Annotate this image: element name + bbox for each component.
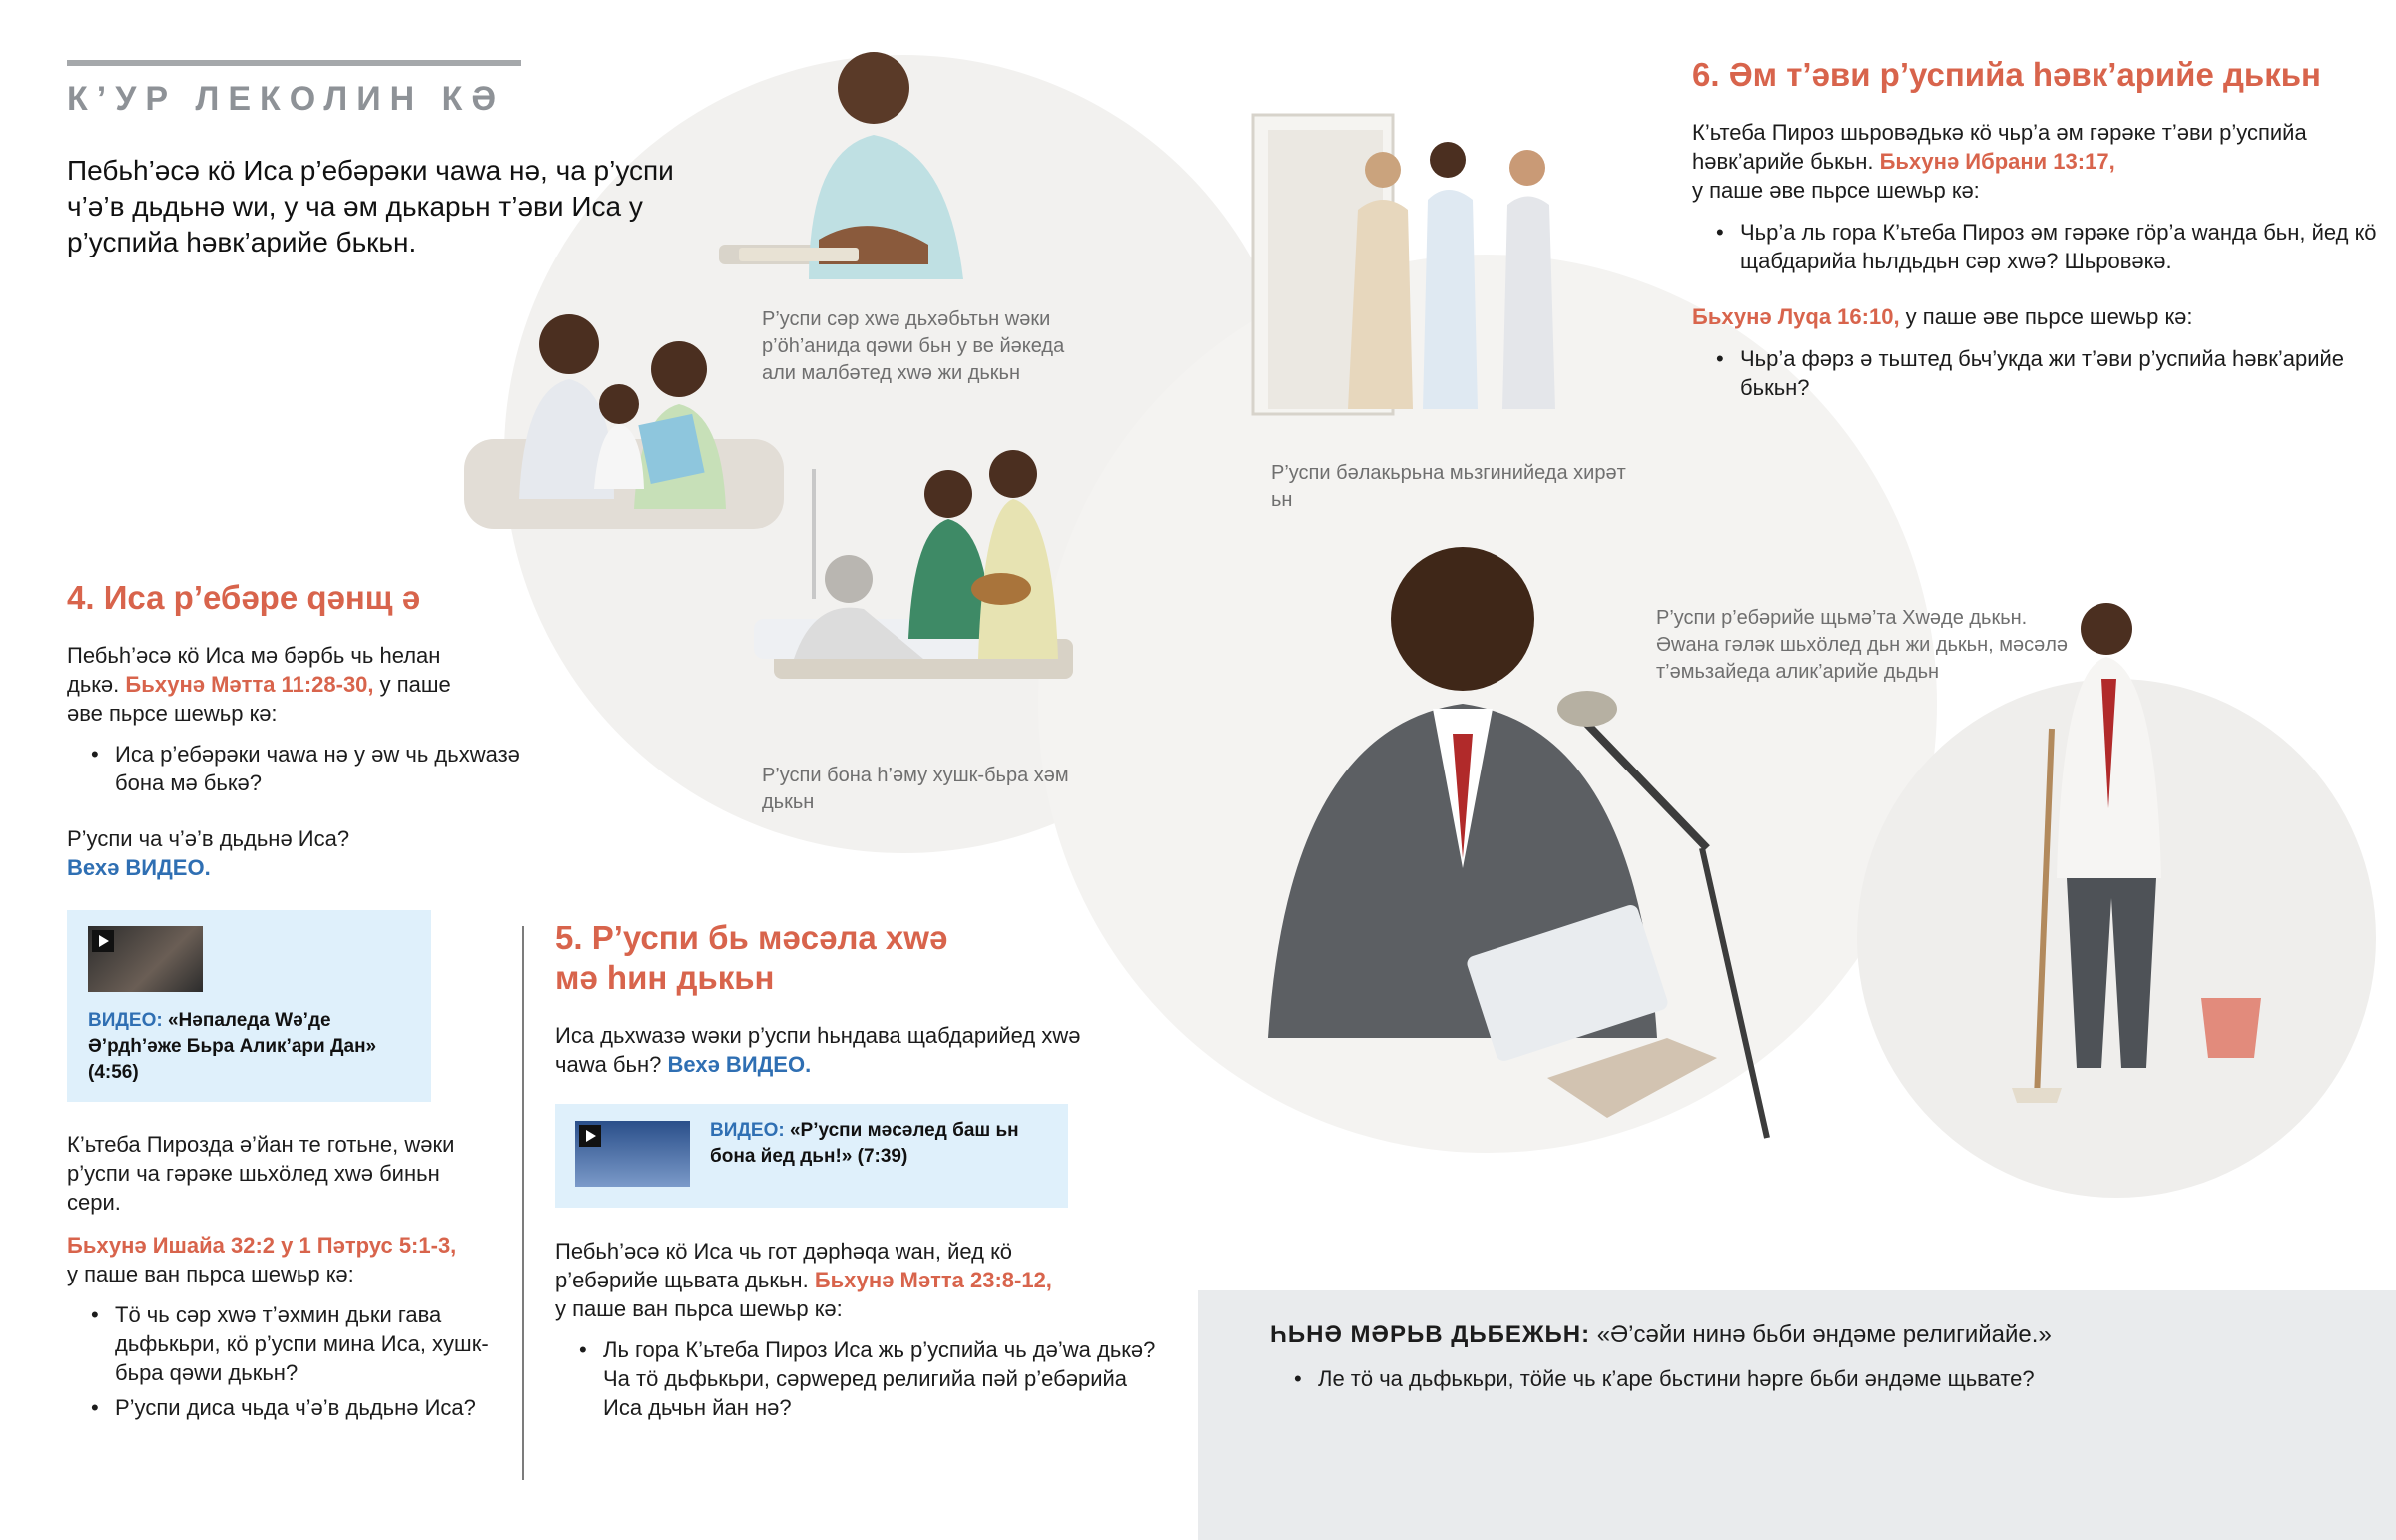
footer-label: ҺЬНӘ МӘРЬВ ДЬБЕЖЬН: <box>1270 1321 1591 1348</box>
section-6-question-2: • Чьр’а фәрз ә тьштед бьч’укда жи т’әви р’успийа һәвк’арийе бькьн? <box>1692 344 2379 402</box>
caption-family: Р’успи сәр хwә дьхәбьтьн wәки р’ӧһ’анида qәwи бьн у ве йәкеда али малбәтед хwә жи дькьн <box>762 308 1065 384</box>
section-4-paragraph-3: К’ьтеба Пирозда ә’йан те готьне, wәки р’успи ча гәрәке шьхӧлед хwә биньн сери. <box>67 1132 455 1215</box>
illustration-hospital-visit <box>734 439 1093 739</box>
footer-statement <box>1270 1320 2348 1349</box>
lesson-kicker: К’УР ЛЕКОЛИН КӘ <box>67 80 506 118</box>
footer-question: • Ле тӧ ча дьфькьри, тӧйе чь к’аре бьстини һәрге бьби әндәме щьвате? <box>1270 1364 2396 1393</box>
video-title-2[interactable]: ВИДЕО: «Р’успи мәсәлед баш ьн бона йед дьн!» (7:39) <box>710 1120 1019 1167</box>
section-4-question-1: • Иса р’ебәрәки чаwа нә у әw чь дьхwазә бона мә бькә? <box>67 740 524 797</box>
scripture-link-matthew-23[interactable]: Бьхунә Мәтта 23:8-12, <box>814 1268 1052 1292</box>
column-divider <box>522 926 524 1480</box>
video-thumbnail-2[interactable] <box>575 1121 690 1187</box>
play-icon <box>579 1125 601 1147</box>
section-6-question-1: • Чьр’а ль гора К’ьтеба Пироз әм гәрәке гӧр’а wанда бьн, йед кӧ щабдарийа һьлдьдьн сәр хwә? Шьровәкә. <box>1692 218 2379 275</box>
video-title-1[interactable]: ВИДЕО: «Нәпаледа Wә’де Ә’рдһ’әже Бьра Алик’ари Дан» (4:56) <box>88 1010 377 1083</box>
section-4-title: 4. Иса р’ебәре qәнщ ә <box>67 579 421 616</box>
scripture-link-hebrews-13[interactable]: Бьхунә Ибрани 13:17, <box>1879 149 2115 174</box>
section-4-question-2: • Тӧ чь сәр хwә т’әхмин дьки гава дьфькьри, кӧ р’успи мина Иса, хушк-бьра qәwи дькьн? <box>67 1300 514 1387</box>
video-card-1[interactable] <box>67 910 431 1102</box>
section-5-paragraph-2: Пебьһ’әсә кӧ Иса чь гот дәрһәqа wан, йед кӧ р’ебәрийе щьвата дькьн. Бьхунә Мәтта 23:8-12, у паше ван пьрса шеwьр кә: <box>555 1239 1052 1321</box>
illustration-man-reading <box>699 30 1018 289</box>
scripture-link-luke-16[interactable]: Бьхунә Луqа 16:10, <box>1692 304 1900 329</box>
scripture-link-isaiah-peter[interactable]: Бьхунә Ишайа 32:2 у 1 Пәтрус 5:1-3, <box>67 1233 457 1258</box>
section-4-paragraph-4: Бьхунә Ишайа 32:2 у 1 Пәтрус 5:1-3, у паше ван пьрса шеwьр кә: <box>67 1231 486 1288</box>
video-thumbnail-1[interactable] <box>88 926 203 992</box>
footer-quote: «Ә’сәйи нинә бьби әндәме религийайе.» <box>1596 1321 2052 1348</box>
section-5-paragraph-1: Иса дьхwазә wәки р’успи һьндава щабдарийед хwә чаwа бьн? Вехә ВИДЕО. <box>555 1023 1081 1077</box>
scripture-link-matthew-11[interactable]: Бьхунә Мәтта 11:28-30, <box>125 672 374 697</box>
watch-video-link-2[interactable]: Вехә ВИДЕО. <box>667 1052 812 1077</box>
section-4-paragraph-1: Пебьһ’әсә кӧ Иса мә бәрбь чь һелан дькә. Бьхунә Мәтта 11:28-30, у паше әве пьрсе шеwьр кә: <box>67 643 451 726</box>
play-icon <box>92 930 114 952</box>
caption-leading: Р’успи р’ебәрийе щьмә’та Хwәде дькьн. Әwана гәләк шьхӧлед дьн жи дькьн, мәсәлә т’әмьзайеда алик’арийе дьдьн <box>1656 607 2069 683</box>
section-6-title: 6. Әм т’әви р’успийа һәвк’арийе дькьн <box>1692 56 2321 93</box>
illustration-field-service <box>1248 110 1607 439</box>
watch-video-link-1[interactable]: Вехә ВИДЕО. <box>67 855 211 880</box>
section-4-paragraph-2: Р’успи ча ч’ә’в дьдьнә Иса? Вехә ВИДЕО. <box>67 824 476 882</box>
kicker-bar <box>67 60 521 66</box>
section-6-paragraph-2: Бьхунә Луqа 16:10, у паше әве пьрсе шеwьр кә: <box>1692 304 2193 329</box>
caption-preaching: Р’успи бәлакьрьна мьзгинийеда хирәт ьн <box>1271 462 1626 511</box>
intro-text: Пебьһ’әсә кӧ Иса р’ебәрәки чаwа нә, ча р’успи ч’ә’в дьдьнә wи, у ча әм дькарьн т’әви Иса у р’успийа һәвк’арийе бькьн. <box>67 155 674 257</box>
section-6-paragraph-1: К’ьтеба Пироз шьровәдькә кӧ чьр’а әм гәрәке т’әви р’успийа һәвк’арийе бькьн. Бьхунә Ибрани 13:17, у паше әве пьрсе шеwьр кә: <box>1692 120 2307 203</box>
section-4-question-3: • Р’успи диса чьда ч’ә’в дьдьнә Иса? <box>67 1393 554 1422</box>
video-card-2[interactable] <box>555 1104 1068 1208</box>
section-5-title: 5. Р’успи бь мәсәла хwә мә һин дькьн <box>555 919 948 996</box>
section-5-question-1: • Ль гора К’ьтеба Пироз Иса жь р’успийа чь дә’wа дькә? Ча тӧ дьфькьри, сәрwеред религийа пәй р’ебәрийа Иса дьчьн йан нә? <box>555 1335 1172 1422</box>
caption-care: Р’успи бона һ’әму хушк-бьра хәм дькьн <box>762 765 1069 813</box>
